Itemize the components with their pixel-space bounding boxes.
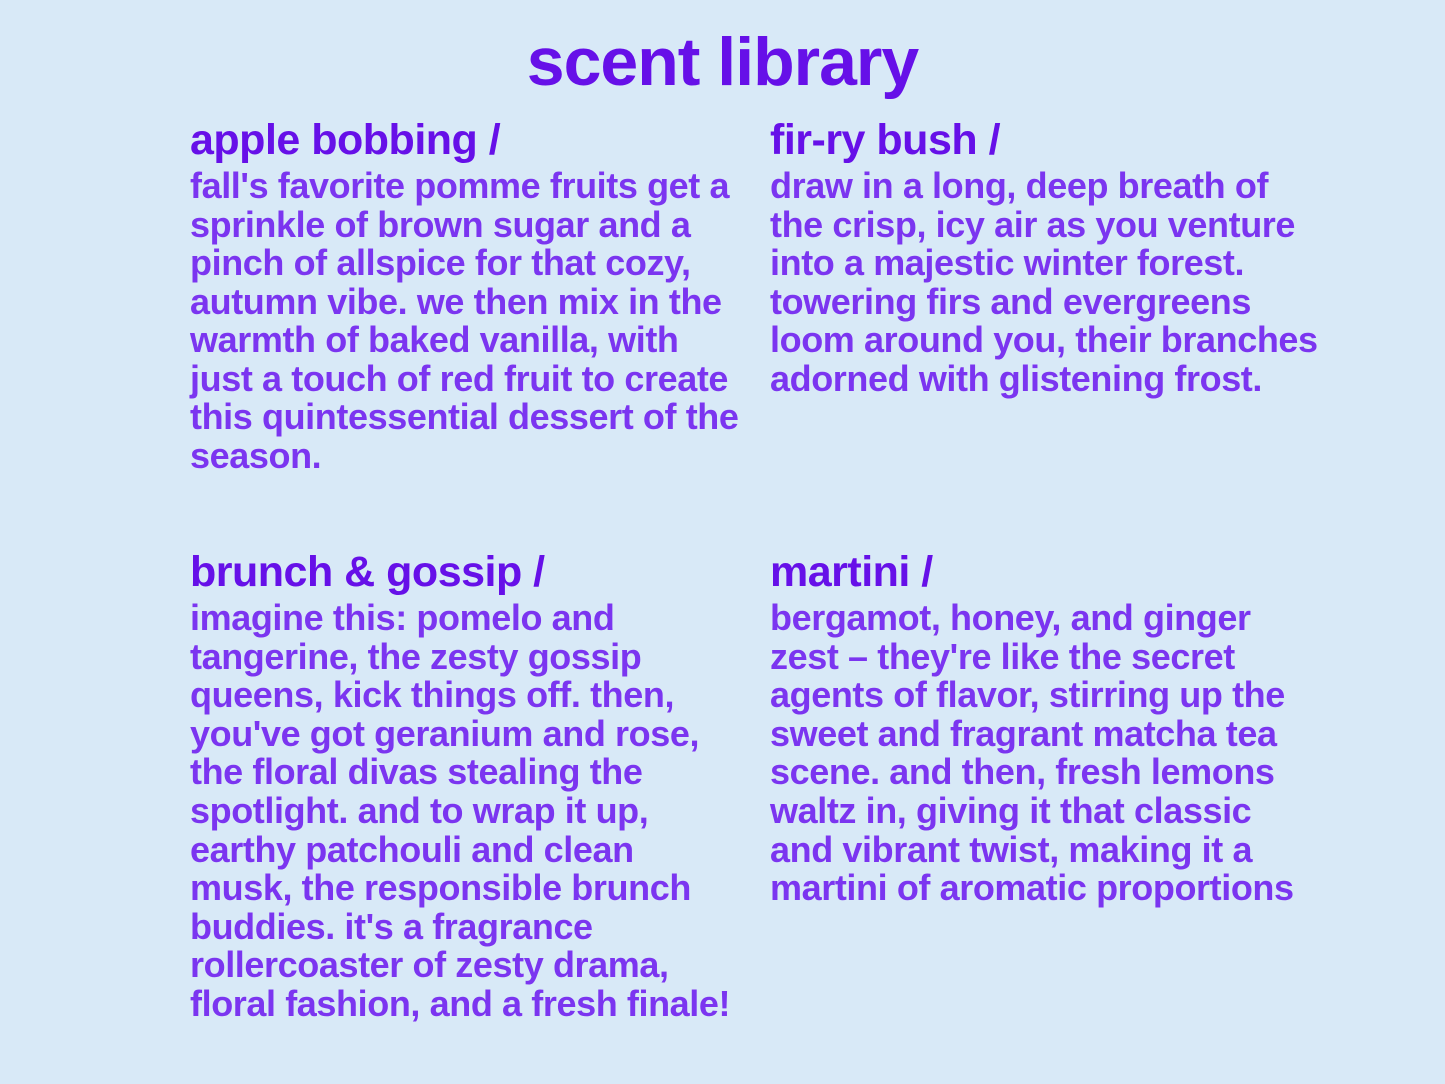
scent-name: apple bobbing /	[190, 116, 501, 164]
scent-entry-brunch-and-gossip	[190, 475, 770, 1023]
scent-name: martini /	[770, 548, 933, 597]
scent-entry-fir-ry-bush	[770, 118, 1350, 475]
scent-entry-grid	[190, 118, 1350, 1023]
scent-name: fir-ry bush /	[770, 116, 1001, 164]
scent-entry-apple-bobbing	[190, 118, 770, 475]
scent-name: brunch & gossip /	[190, 548, 545, 597]
scent-description: imagine this: pomelo and tangerine, the zesty gossip queens, kick things off. then, you've got geranium and rose, the floral divas stealing the spotlight. and to wrap it up, earthy patchouli and clean musk, the responsible brunch buddies. it's a fragrance rollercoaster of zesty drama, floral fashion, and a fresh finale!	[190, 597, 731, 1024]
scent-entry-martini	[770, 475, 1350, 1023]
scent-description: draw in a long, deep breath of the crisp, icy air as you venture into a majestic winter forest. towering firs and evergreens loom around you, their branches adorned with glistening frost.	[770, 165, 1318, 399]
scent-description: bergamot, honey, and ginger zest – they're like the secret agents of flavor, stirring up the sweet and fragrant matcha tea scene. and then, fresh lemons waltz in, giving it that classic and vibrant twist, making it a martini of aromatic proportions	[770, 597, 1294, 909]
scent-description: fall's favorite pomme fruits get a sprinkle of brown sugar and a pinch of allspice for that cozy, autumn vibe. we then mix in the warmth of baked vanilla, with just a touch of red fruit to create this quintessential dessert of the season.	[190, 165, 739, 476]
page-title: scent library	[526, 24, 919, 100]
